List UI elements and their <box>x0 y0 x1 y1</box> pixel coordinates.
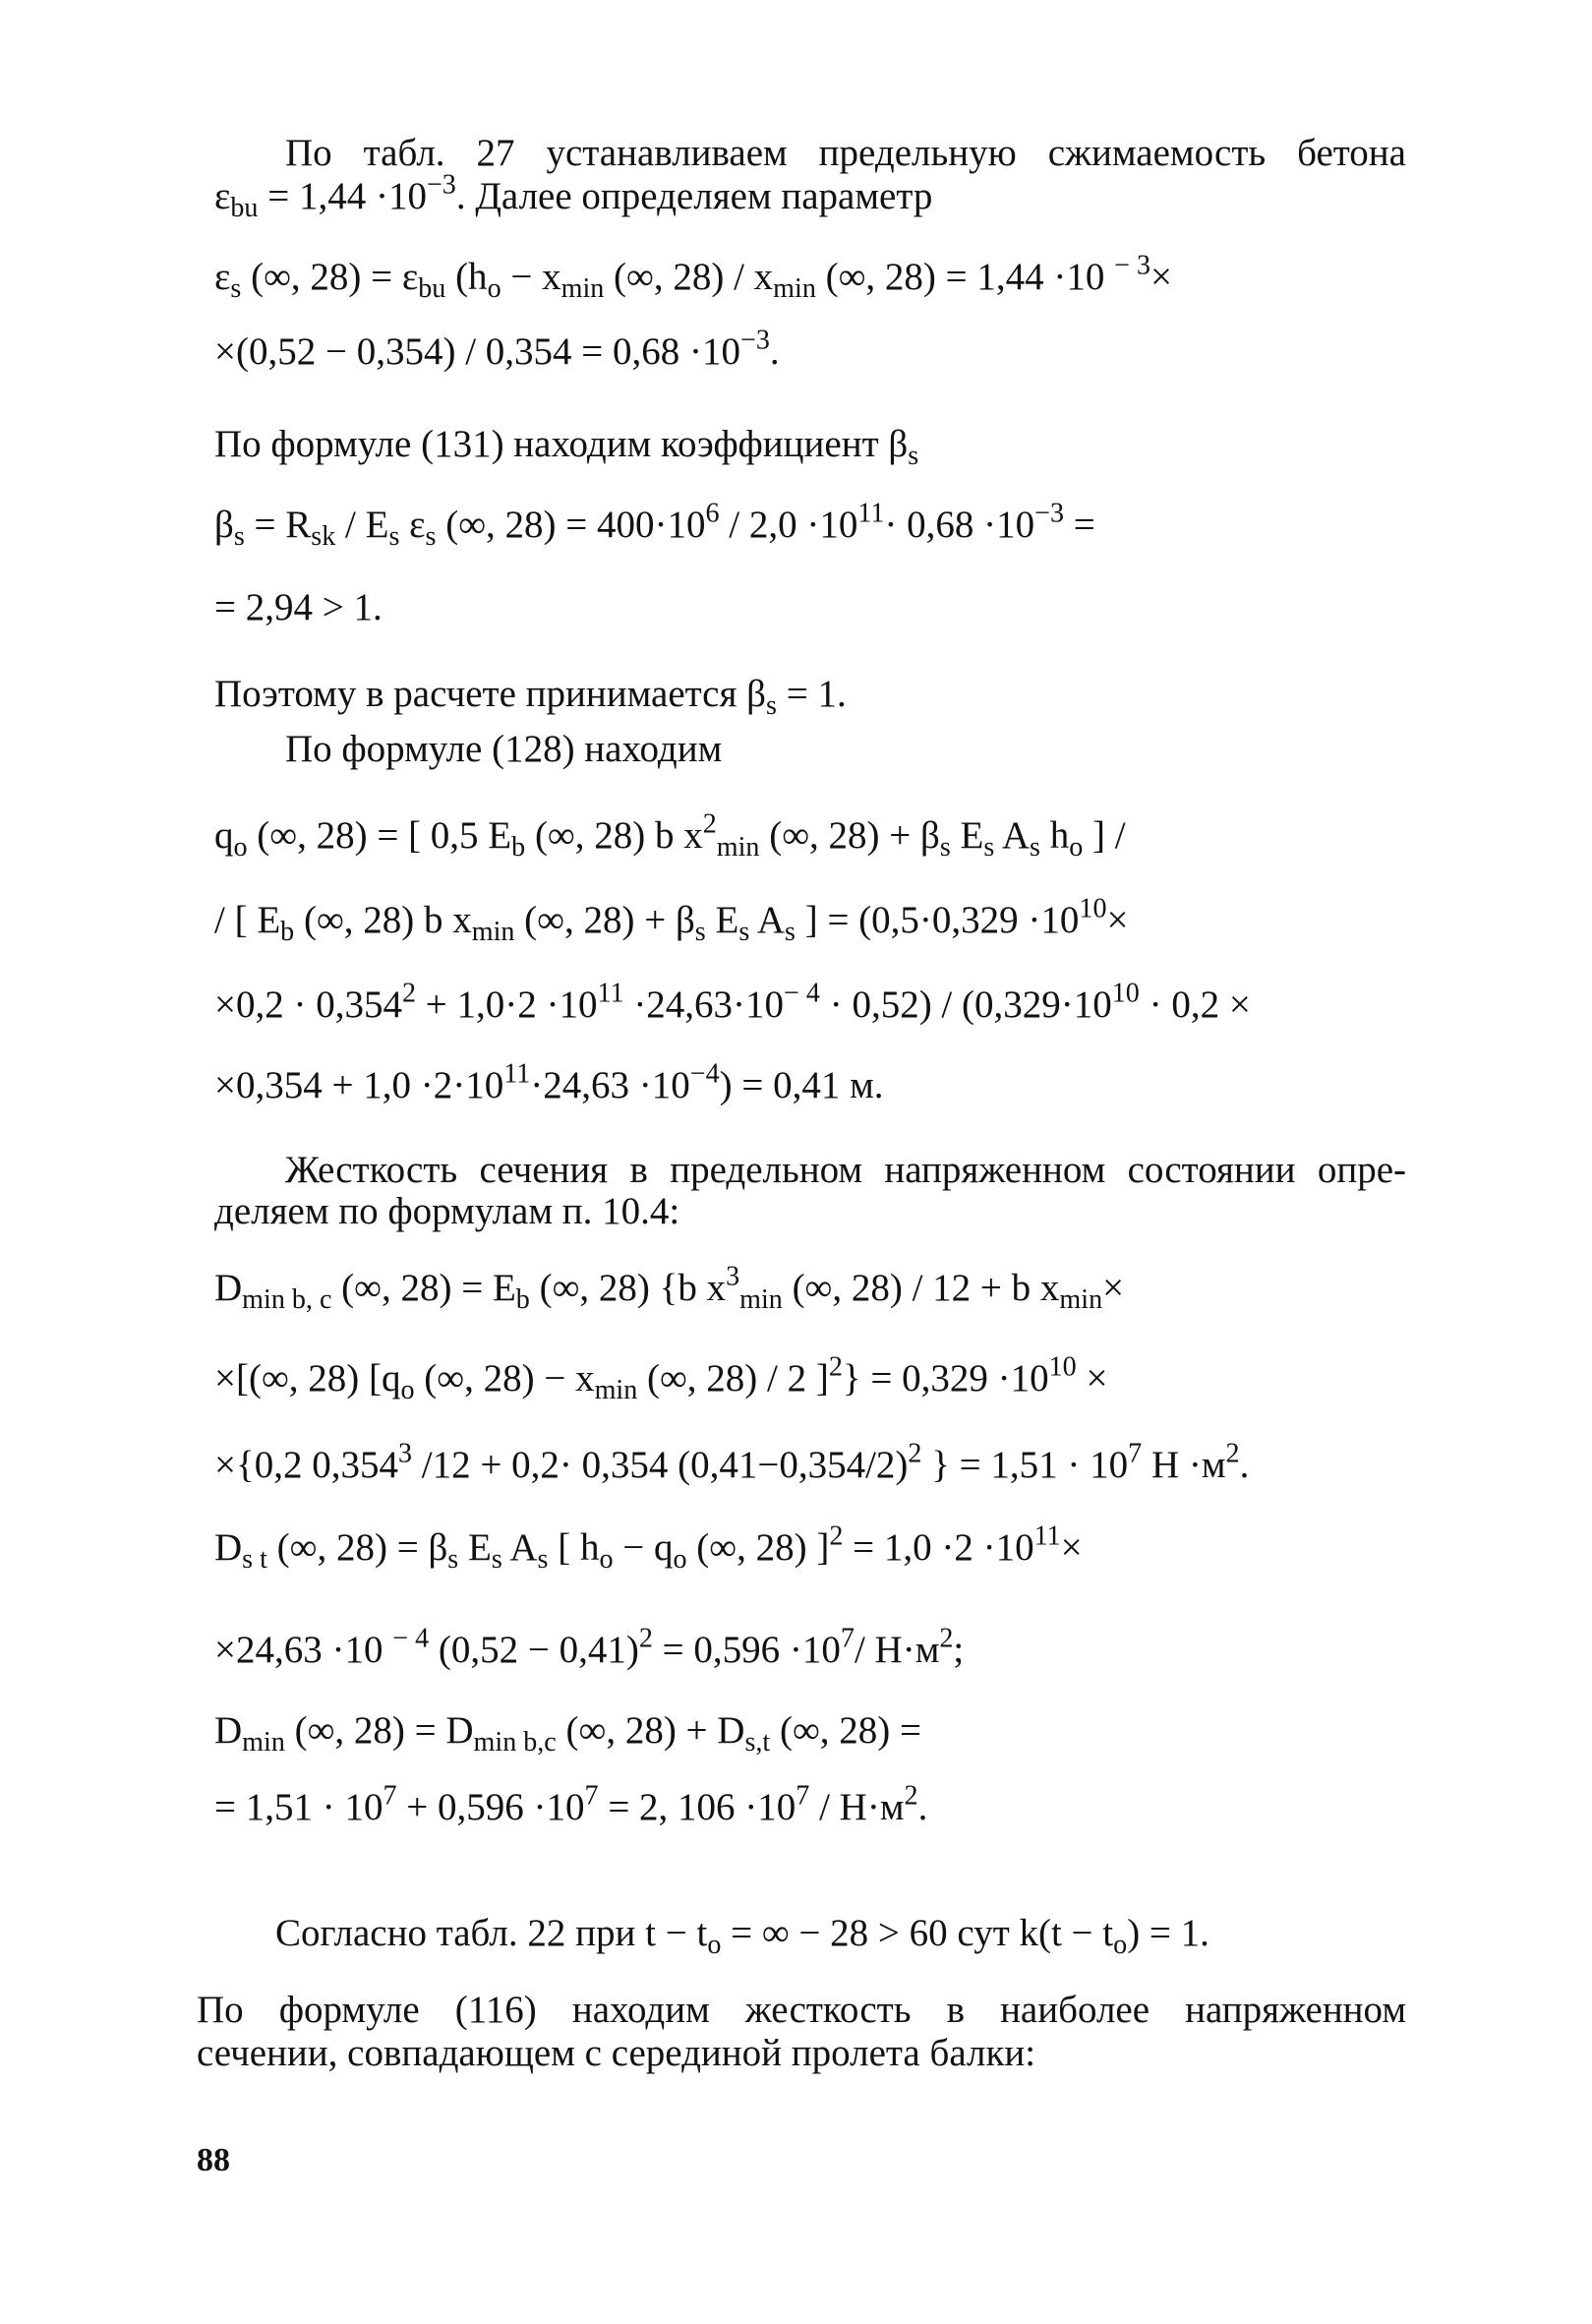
formula-line: ×24,63 ·10 $^{- 4}$ $(0,52 - 0,41)^2 = 0,596 \cdot 10^7/$ $Н\cdot м^2$; <box>214 1623 965 1671</box>
formula-line: = 2,94 > 1. <box>214 586 383 628</box>
formula-line: $\times(0,52 - 0,354) / 0,354 = 0,68 \cdot 10^{-3}$. <box>214 325 780 373</box>
text-line: Жесткость сечения в предельном напряженном состоянии опре- <box>285 1149 1406 1191</box>
formula-line: ×[(∞, 28) [$q_o$ (∞, $28) - x_{min}$ (∞, 28) / 2 ]$^2\} = 0,329 \cdot 10^{10}$ × <box>214 1351 1108 1405</box>
formula-line: $\times 0,354 + 1,0 \cdot 2\cdot 10^{11}\cdot 24,63 \cdot 10^{-4}) = 0,41$ м. <box>214 1058 884 1106</box>
formula-line: $\varepsilon_s$ (∞, $28) = \varepsilon_{bu}$ ($h_o - x_{min}$ (∞, $28) / x_{min}$ (∞, 28) = 1,44 ·10 $^{- 3}$× <box>214 250 1173 304</box>
text-line: Согласно табл. 22 при $t - t_o$ = ∞ − 28 > 60 сут $k(t - t_o) = 1$. <box>275 1912 1209 1960</box>
text-line: деляем по формулам п. 10.4: <box>214 1190 680 1232</box>
formula-line: ×{0,2 0,354$^3$ /12 + 0,2· 0,354 $(0,41-0,354/2)^2$ } = $1,51 \cdot 10^7$ $Н \cdot м^2$. <box>214 1438 1250 1486</box>
text-line: По табл. 27 устанавливаем предельную сжимаемость бетона <box>285 132 1406 174</box>
formula-line: $\times 0,2 \cdot 0,354^2 + 1,0\cdot 2 \cdot 10^{11} \cdot 24,63\cdot 10^{- 4} \cdot 0,52) / (0,329\cdot 10^{10} \cdot 0,2$ × <box>214 978 1251 1026</box>
text-line: По формуле (128) находим <box>285 728 723 770</box>
formula-line: = $1,51 \cdot 10^7 + 0,596 \cdot 10^7 = 2$, $106 \cdot 10^7 / Н\cdot м^2$. <box>214 1780 928 1828</box>
formula-line: $D_{min b, c}$ (∞, $28) = E_b$ (∞, 28) {b $x^3_{min}$ (∞, 28) / 12 + b $x_{min}\times$ <box>214 1261 1125 1315</box>
text-line: сечении, совпадающем с серединой пролета балки: <box>197 2032 1036 2074</box>
formula-line: $D_{s t}$ (∞, $28) = \beta_s$ $E_s$ $A_s$ [ $h_o - q_o$ (∞, 28) ]$^2 = 1,0 \cdot 2 \cdot 10^{11}\times$ <box>214 1520 1083 1575</box>
formula-line: $\beta_s = R_{sk} / E_s$ $\varepsilon_s$ (∞, $28) = 400\cdot 10^6 / 2,0 \cdot 10^{11}\cdot 0,68 \cdot 10^{-3}$ = <box>214 498 1095 552</box>
text-line: Поэтому в расчете принимается $\beta_s = 1$. <box>214 673 847 721</box>
text-line: По формуле (116) находим жесткость в наиболее напряженном <box>197 1989 1406 2031</box>
text-line: $\varepsilon_{bu} = 1,44 \cdot 10^{-3}$. Далее определяем параметр <box>214 169 933 223</box>
page-number: 88 <box>197 2142 230 2178</box>
formula-line: / [ $E_b$ (∞, 28) b $x_{min}$ (∞, $28) + \beta_s$ $E_s$ $A_s$ ] = ($0,5\cdot 0,329 \cdot 10^{10}\times$ <box>214 893 1129 947</box>
text-line: По формуле (131) находим коэффициент $\beta_s$ <box>214 423 919 471</box>
formula-line: $D_{min}$ (∞, $28) = D_{min b,c}$ (∞, $28) + D_{s,t}$ (∞, 28) = <box>214 1709 921 1758</box>
formula-line: $q_o$ (∞, 28) = [ 0,5 $E_b$ (∞, 28) b $x^2_{min}$ (∞, $28) + \beta_s$ $E_s$ $A_s$ $h_o$ ] / <box>214 808 1126 863</box>
